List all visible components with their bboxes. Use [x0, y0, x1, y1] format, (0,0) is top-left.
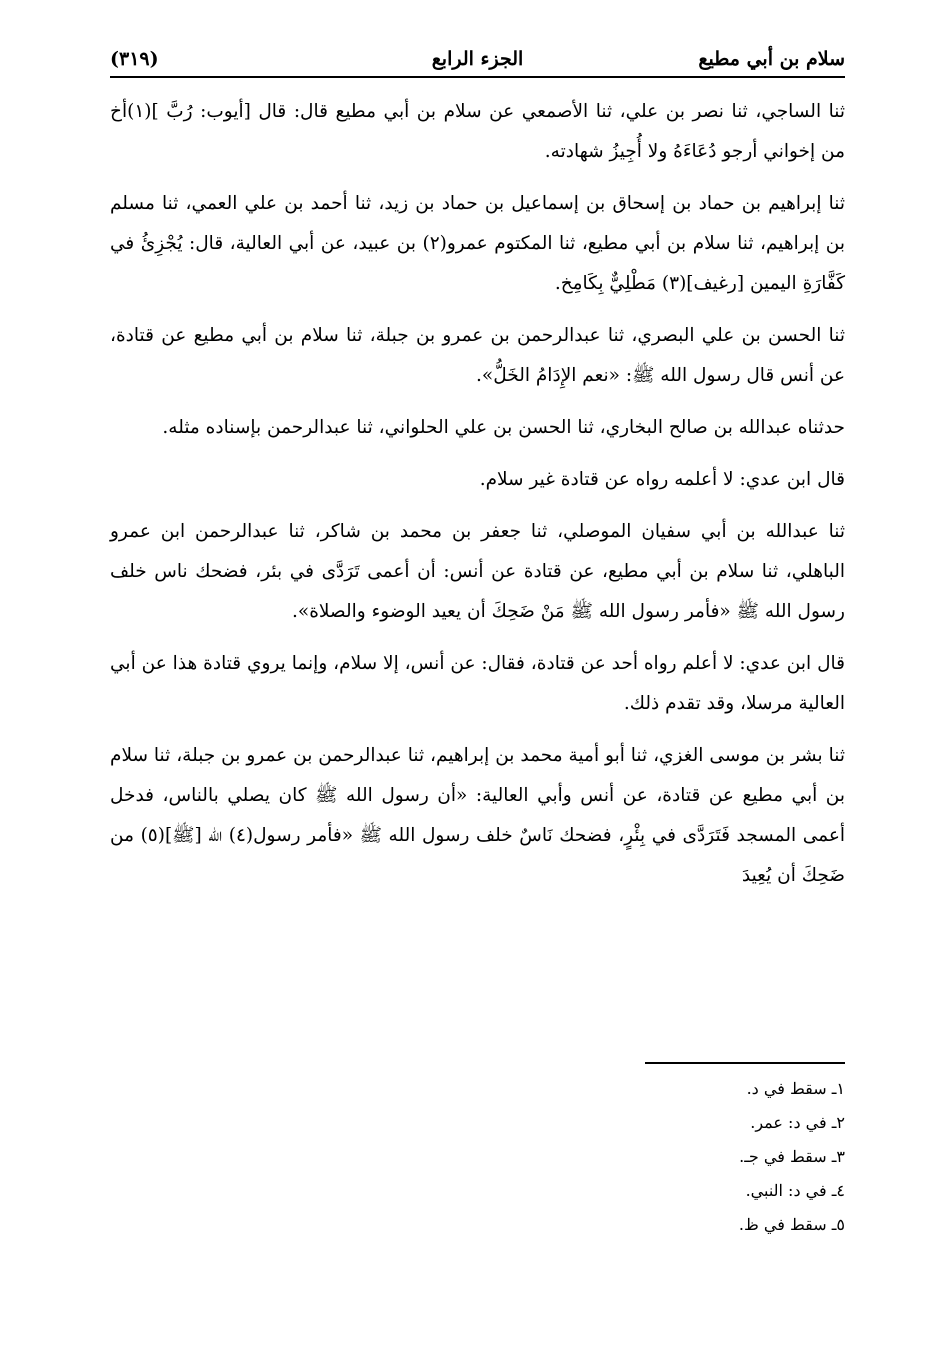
paragraph: قال ابن عدي: لا أعلم رواه أحد عن قتادة، فقال: عن أنس، إلا سلام، وإنما يروي قتادة هذا عن أبي العالية مرسلا، وقد تقدم ذلك. — [110, 653, 845, 714]
paragraph: ثنا إبراهيم بن حماد بن إسحاق بن إسماعيل بن حماد بن زيد، ثنا أحمد بن علي العمي، ثنا مسلم بن إبراهيم، ثنا سلام بن أبي مطيع، ثنا المكتوم عمرو(٢) بن عبيد، عن أبي العالية، قال: يُجْزِئُ في كَفَّارَةِ اليمين [رغيف](٣) مَطْلِيٌّ بِكَامِخ. — [110, 193, 845, 294]
footnote: ٤ـ في د: النبي. — [745, 1181, 845, 1200]
paragraph: ثنا عبدالله بن أبي سفيان الموصلي، ثنا جعفر بن محمد بن شاكر، ثنا عبدالرحمن ابن عمرو الباهلي، ثنا سلام بن أبي مطيع، عن قتادة عن أنس: أن أعمى تَرَدَّى في بئر، فضحك ناس خلف رسول الله ﷺ «فأمر رسول الله ﷺ مَنْ ضَحِكَ أن يعيد الوضوء والصلاة». — [110, 521, 845, 622]
volume-title: الجزء الرابع — [431, 48, 524, 70]
footnote: ٢ـ في د: عمر. — [750, 1113, 845, 1132]
paragraph: قال ابن عدي: لا أعلمه رواه عن قتادة غير سلام. — [479, 469, 845, 490]
book-title: سلام بن أبي مطيع — [698, 48, 845, 70]
footnote: ٣ـ سقط في جـ. — [739, 1147, 845, 1166]
main-text — [110, 92, 845, 908]
paragraph: ثنا الساجي، ثنا نصر بن علي، ثنا الأصمعي عن سلام بن أبي مطيع قال: قال [أيوب: رُبَّ ](١)أخ من إخواني أرجو دُعَاءَهُ ولا أُجِيزُ شهادته. — [110, 101, 845, 162]
paragraph: ثنا بشر بن موسى الغزي، ثنا أبو أمية محمد بن إبراهيم، ثنا عبدالرحمن بن عمرو بن جبلة، ثنا سلام بن أبي مطيع عن قتادة، عن أنس وأبي العالية: «أن رسول الله ﷺ كان يصلي بالناس، فدخل أعمى المسجد فَتَرَدَّى في بِئْرٍ، فضحك نَاسٌ خلف رسول الله ﷺ «فأمر رسول(٤) الله [ﷺ](٥) من ضَحِكَ أن يُعِيدَ — [110, 745, 845, 886]
footnote: ١ـ سقط في د. — [746, 1079, 845, 1098]
page-number: (٣١٩) — [110, 48, 159, 70]
footnote: ٥ـ سقط في ظ. — [738, 1215, 845, 1234]
paragraph: حدثناه عبدالله بن صالح البخاري، ثنا الحسن بن علي الحلواني، ثنا عبدالرحمن بإسناده مثله. — [162, 417, 845, 438]
page-header — [110, 30, 845, 78]
paragraph: ثنا الحسن بن علي البصري، ثنا عبدالرحمن بن عمرو بن جبلة، ثنا سلام بن أبي مطيع عن قتادة، عن أنس قال رسول الله ﷺ: «نعم الإِدَامُ الخَلُّ». — [110, 325, 845, 386]
footnote-divider — [645, 1062, 845, 1064]
footnotes — [739, 1072, 845, 1242]
